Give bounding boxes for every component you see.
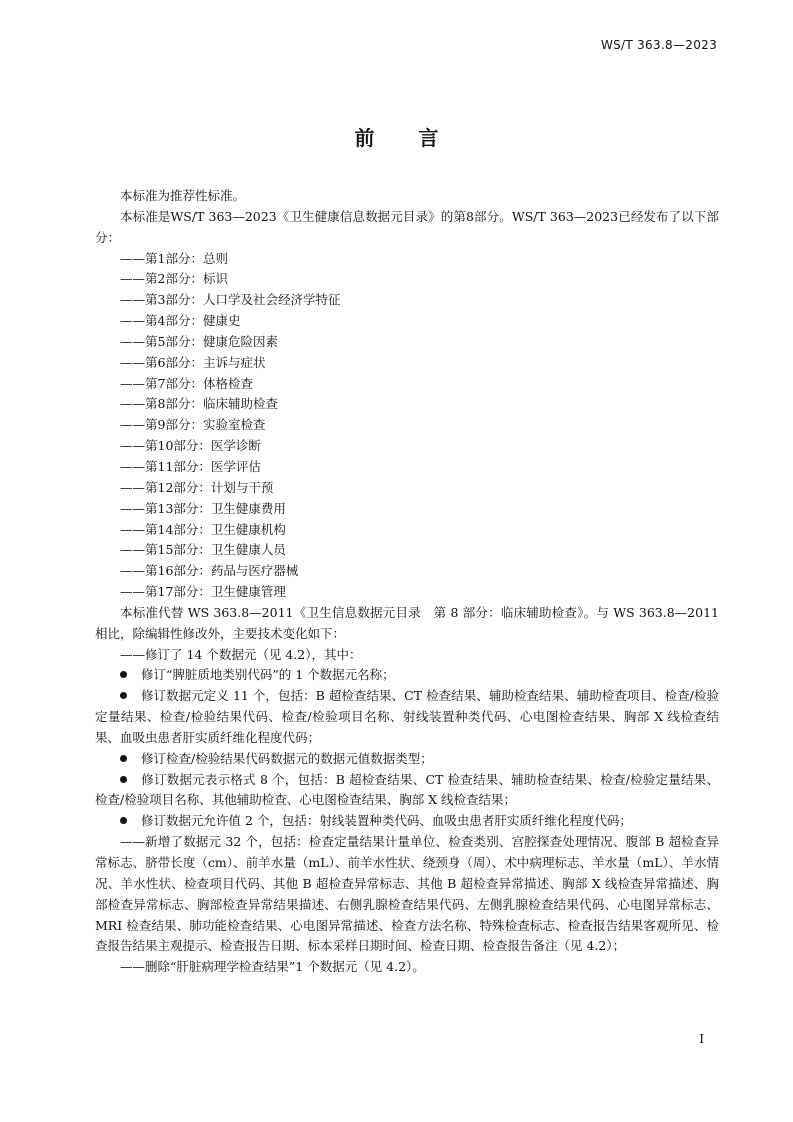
list-item: ——第11部分：医学评估 [120,458,261,474]
bullet-item [95,686,719,749]
paragraph: ——新增了数据元 32 个，包括：检查定量结果计量单位、检查类别、宫腔探查处理情况、腹部 B 超检查异常标志、脐带长度（cm）、前羊水量（mL）、前羊水性状、绕颈身（周）、术中病理标志、羊水量（mL）、羊水情况、羊水性状、检查项目代码、其他 B 超检查异常标志、其他 B 超检查异常描述、胸部 X 线检查异常描述、胸部检查异常标志、胸部检查异常结果描述、右侧乳腺检查结果代码、左侧乳腺检查结果代码、心电图异常标志、MRI 检查结果、肺功能检查结果、心电图异常描述、检查方法名称、特殊检查标志、检查报告结果客观所见、检查报告结果主观提示、检查报告日期、标本采样日期时间、检查日期、检查报告备注（见 4.2）； [95,834,719,954]
bullet-icon [120,776,127,783]
list-item: ——第5部分：健康危险因素 [120,333,278,349]
list-item: ——第9部分：实验室检查 [120,417,266,433]
bullet-text: 修订“脾脏质地类别代码”的 1 个数据元名称； [141,667,395,683]
list-item: ——第13部分：卫生健康费用 [120,500,286,516]
bullet-item [95,665,719,686]
bullet-text: 修订数据元允许值 2 个，包括：射线装置种类代码、血吸虫患者肝实质纤维化程度代码； [141,813,632,829]
list-item: ——第4部分：健康史 [120,313,241,329]
parts-list [95,249,719,603]
paragraph: 本标准代替 WS 363.8—2011《卫生信息数据元目录 第 8 部分：临床辅助检查》。与 WS 363.8—2011 相比，除编辑性修改外，主要技术变化如下： [95,604,719,641]
bullet-list [95,665,719,832]
bullet-item [95,749,719,770]
bullet-text: 修订数据元表示格式 8 个，包括：B 超检查结果、CT 检查结果、辅助检查结果、检查/检验定量结果、检查/检验项目名称、其他辅助检查、心电图检查结果、胸部 X 线检查结果； [95,771,719,808]
bullet-icon [120,692,127,699]
list-item: ——第1部分：总则 [120,250,228,266]
list-item: ——第10部分：医学诊断 [120,438,261,454]
list-item: ——第16部分：药品与医疗器械 [120,563,299,579]
list-item: ——第7部分：体格检查 [120,375,253,391]
standard-number: WS/T 363.8—2023 [600,38,717,52]
bullet-item [95,770,719,812]
document-body [95,186,719,978]
paragraph: ——修订了 14 个数据元（见 4.2），其中： [120,646,362,662]
list-item: ——第8部分：临床辅助检查 [120,396,278,412]
page-title: 前言 [354,126,483,150]
list-item: ——第12部分：计划与干预 [120,479,274,495]
list-item: ——第6部分：主诉与症状 [120,354,266,370]
bullet-icon [120,817,127,824]
paragraph: ——删除“肝脏病理学检查结果”1 个数据元（见 4.2）。 [120,959,425,975]
bullet-item [95,811,719,832]
list-item: ——第14部分：卫生健康机构 [120,521,286,537]
bullet-icon [120,671,127,678]
page-number: I [699,1032,704,1046]
paragraph: 本标准为推荐性标准。 [120,188,246,203]
list-item: ——第15部分：卫生健康人员 [120,542,286,558]
list-item: ——第17部分：卫生健康管理 [120,584,286,600]
bullet-text: 修订检查/检验结果代码数据元的数据元值数据类型； [141,750,433,766]
paragraph: 本标准是WS/T 363—2023《卫生健康信息数据元目录》的第8部分。WS/T 363—2023已经发布了以下部分： [95,208,719,245]
list-item: ——第3部分：人口学及社会经济学特征 [120,292,341,308]
bullet-text: 修订数据元定义 11 个，包括：B 超检查结果、CT 检查结果、辅助检查结果、辅助检查项目、检查/检验定量结果、检查/检验结果代码、检查/检验项目名称、射线装置种类代码、心电图检查结果、胸部 X 线检查结果、血吸虫患者肝实质纤维化程度代码； [95,688,719,745]
list-item: ——第2部分：标识 [120,271,228,287]
bullet-icon [120,755,127,762]
